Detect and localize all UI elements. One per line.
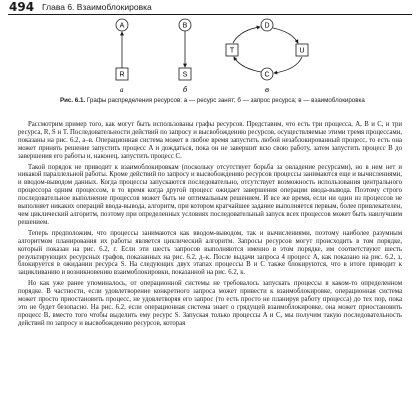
page-header (0, 0, 420, 14)
figure-caption (60, 97, 400, 105)
graph-a-resource-held (116, 19, 128, 94)
figure-label-c: в (265, 86, 270, 94)
page-number: 494 (9, 0, 35, 14)
graph-b-resource-request (179, 19, 191, 94)
process-label-c: C (264, 71, 270, 79)
edge-t-to-d (233, 27, 260, 43)
process-label-b: B (182, 22, 188, 30)
resource-label-t: T (229, 47, 235, 55)
process-label-a: A (119, 22, 125, 30)
caption-prefix: Рис. 6.1. (60, 97, 86, 104)
paragraph: Теперь предположим, что процессы занимаются как вводом-выводом, так и вычислениями, поэтому наиболее разумным алгоритмом планирования их работы является циклический алгоритм. Запросы ресурсов могут происходить в том порядке, который показан на рис. 6.2, г. Если эти шесть запросов выполняются именно в этом порядке, им соответствуют шесть результирующих ресурсных графов, показанных на рис. 6.2, д–к. После выдачи запроса 4 процесс A, как показано на рис. 6.2, з, блокируется в ожидании ресурса S. На следующих двух этапах процессы B и C также блокируются, что в итоге приводит к зацикливанию и возникновению взаимоблокировки, показанной на рис. 6.2, к. (18, 229, 402, 277)
figure-label-a: а (120, 86, 124, 94)
chapter-title: Глава 6. Взаимоблокировка (42, 2, 152, 12)
graph-c-deadlock (226, 19, 308, 94)
process-label-d: D (264, 22, 270, 30)
resource-label-r: R (119, 71, 125, 79)
resource-allocation-graphs (0, 16, 420, 96)
paragraph: Рассмотрим пример того, как могут быть использованы графы ресурсов. Представим, что есть три процесса, A, B и C, и три ресурса, R, S и T. Последовательности действий по запросу и высвобождению ресурсов, осуществляемые этими тремя процессами, показаны на рис. 6.2, а–в. Операционная система может в любое время запустить любой незаблокированный процесс, то есть она может принять решение запустить процесс A и дождаться, пока он не завершит всю свою работу, затем запустить процесс B до завершения его работы и, наконец, запустить процесс C. (18, 121, 402, 160)
figure-label-b: б (183, 86, 188, 94)
edge-c-to-t (234, 57, 261, 72)
edge-d-to-u (273, 28, 298, 43)
resource-label-s: S (182, 71, 188, 79)
resource-label-u: U (299, 47, 305, 55)
caption-text: Графы распределения ресурсов: а — ресурс занят; б — запрос ресурса; в — взаимоблокировка (86, 97, 365, 104)
paragraph: Но как уже ранее упоминалось, от операционной системы не требовалось запускать процессы в каком-то определенном порядке. В частности, если удовлетворение конкретного запроса может привести к взаимоблокировке, операционная система может просто приостановить процесс, не удовлетворяя его запрос (то есть просто не планируя работу процесса) до тех пор, пока это не будет безопасно. На рис. 6.2, если операционная система знает о грядущей взаимоблокировке, она может приостановить процесс B, вместо того чтобы выделить ему ресурс S. Запуская только процессы A и C, мы получим такую последовательность действий по запросу и высвобождению ресурсов, которая (18, 280, 402, 327)
edge-u-to-c (274, 57, 302, 73)
paragraph: Такой порядок не приводит к взаимоблокировкам (поскольку отсутствует борьба за овладение ресурсами), но в нем нет и никакой параллельной работы. Кроме действий по запросу и высвобождению ресурсов процессы занимаются еще и вычислениями, и вводом-выводом данных. Когда процессы запускаются последовательно, отсутствует возможность использования центрального процессора одним процессом, в то время когда другой процесс ожидает завершения операции ввода-вывода. Поэтому строго последовательное выполнение процессов может быть не оптимальным решением. И все же время, если ни один из процессов не выполняет никаких операций ввода-вывода, алгоритм, при котором кратчайшее задание выполняется первым, более привлекателен, чем циклический алгоритм, поэтому при определенных условиях последовательный запуск всех процессов может быть наилучшим решением. (18, 163, 402, 226)
header-rule (8, 14, 412, 15)
body-text (18, 121, 402, 331)
